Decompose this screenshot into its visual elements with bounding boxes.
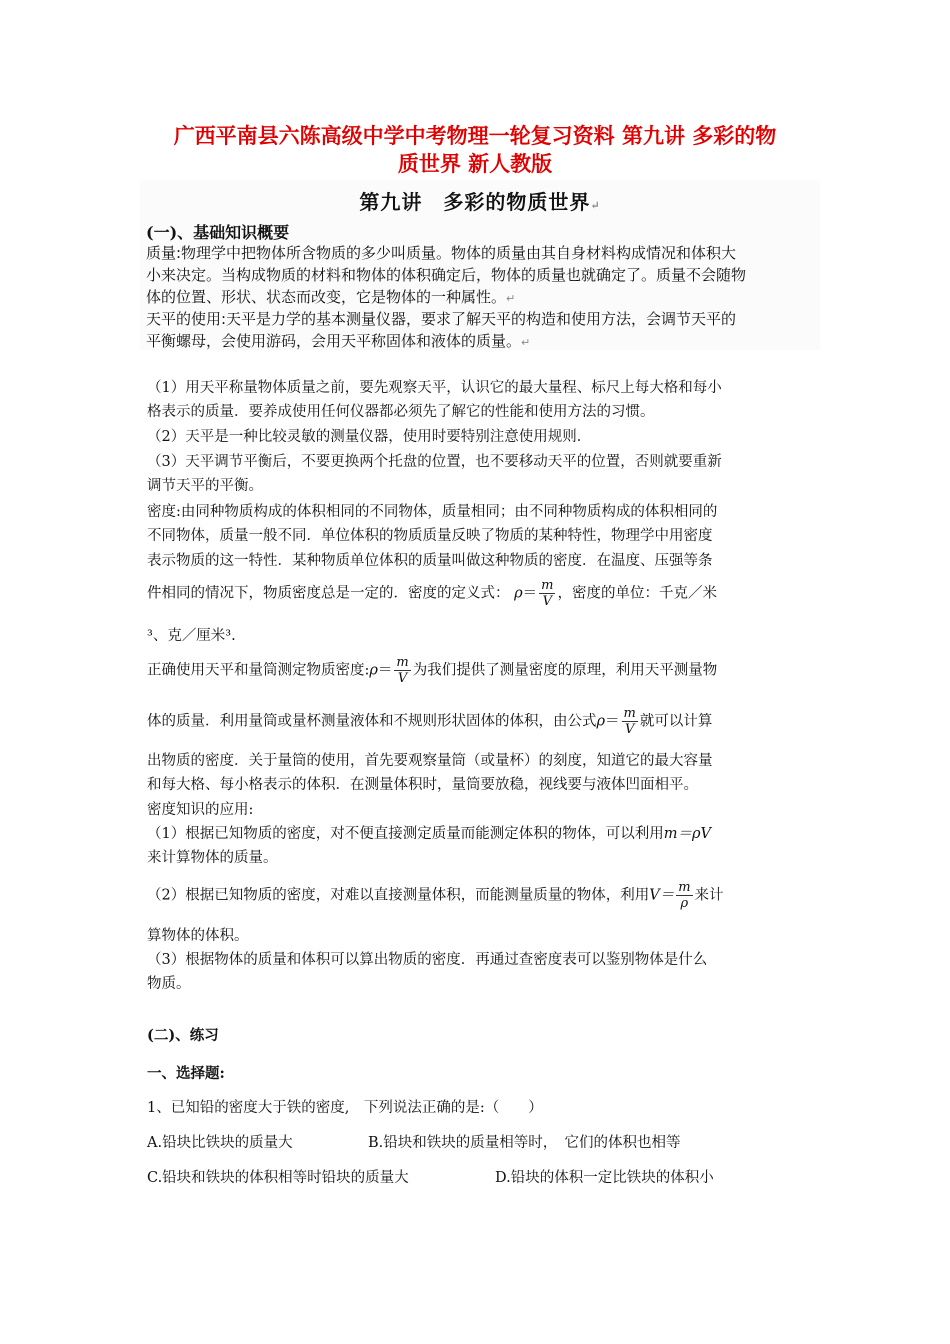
note-2: （2）天平是一种比较灵敏的测量仪器，使用时要特别注意使用规则．: [147, 429, 592, 445]
application-1-line1: （1）根据已知物质的密度，对不便直接测定质量而能测定体积的物体，可以利用m＝ρV: [147, 826, 711, 842]
option-b: B.铅块和铁块的质量相等时， 它们的体积也相等: [368, 1135, 681, 1151]
application-1-line2: 来计算物体的质量。: [147, 850, 278, 866]
document-title-line2: 质世界 新人教版: [397, 151, 553, 176]
application-3-line1: （3）根据物体的质量和体积可以算出物质的密度．再通过查密度表可以鉴别物体是什么: [147, 952, 708, 968]
density-fraction: $\frac{m}{V}$: [541, 578, 554, 609]
exercise-subhead: 一、选择题:: [147, 1065, 225, 1082]
application-3-line2: 物质。: [147, 976, 191, 992]
density-line1: 密度:由同种物质构成的体积相同的不同物体，质量相同；由不同种物质构成的体积相同的: [147, 504, 718, 520]
mass-formula: m＝ρV: [663, 826, 711, 842]
section-head-basics: (一)、基础知识概要: [146, 223, 290, 242]
mass-paragraph: 质量:物理学中把物体所含物质的多少叫质量。物体的质量由其自身材料构成情况和体积大 小来决定。当构成物质的材料和物体的体积确定后，物体的质量也就确定了。质量不会随物 体的位置、形状、状态而改变，它是物体的一种属性。↵: [146, 244, 747, 306]
question-1: 1、已知铅的密度大于铁的密度, 下列说法正确的是:（ ）: [147, 1100, 543, 1116]
note-3-line1: （3）天平调节平衡后，不要更换两个托盘的位置，也不要移动天平的位置，否则就要重新: [147, 454, 722, 470]
balance-paragraph: 天平的使用:天平是力学的基本测量仪器，要求了解天平的构造和使用方法，会调节天平的 平衡螺母，会使用游码，会用天平称固体和液体的质量。↵: [146, 310, 737, 350]
exercise-head: (二)、练习: [147, 1027, 219, 1044]
option-c: C.铅块和铁块的体积相等时铅块的质量大: [147, 1170, 409, 1186]
document-title-line1: 广西平南县六陈高级中学中考物理一轮复习资料 第九讲 多彩的物: [173, 123, 777, 148]
measure-fraction-1: $\frac{m}{V}$: [396, 655, 409, 686]
scanned-summary-image: [140, 180, 820, 350]
measure-fraction-2: $\frac{m}{V}$: [623, 706, 636, 737]
measure-line4: 和每大格、每小格表示的体积．在测量体积时，量筒要放稳，视线要与液体凹面相平。: [147, 777, 698, 793]
lecture-title: 第九讲 多彩的物质世界↵: [359, 190, 601, 214]
measure-line1: 正确使用天平和量筒测定物质密度:ρ＝ $\frac{m}{V}$ 为我们提供了测量密度的原理，利用天平测量物: [147, 655, 718, 686]
option-a: A.铅块比铁块的质量大: [147, 1135, 293, 1151]
application-head: 密度知识的应用:: [147, 802, 254, 818]
application-2-line1: （2）根据已知物质的密度，对难以直接测量体积，而能测量质量的物体，利用V＝ $\frac{m}{\rho}$ 来计: [147, 880, 724, 911]
volume-fraction: $\frac{m}{\rho}$: [678, 880, 691, 911]
option-d: D.铅块的体积一定比铁块的体积小: [495, 1170, 714, 1186]
note-3-line2: 调节天平的平衡。: [147, 478, 263, 494]
density-line2: 不同物体，质量一般不同．单位体积的物质质量反映了物质的某种特性，物理学中用密度: [147, 528, 713, 544]
measure-line2: 体的质量．利用量筒或量杯测量液体和不规则形状固体的体积，由公式ρ＝ $\frac{m}{V}$ 就可以计算: [147, 706, 713, 737]
density-line5: ³、克／厘米³.: [147, 628, 236, 644]
density-line4: 件相同的情况下，物质密度总是一定的．密度的定义式： ρ＝ $\frac{m}{V}$ ，密度的单位：千克／米: [147, 578, 717, 609]
note-1-line2: 格表示的质量．要养成使用任何仪器都必须先了解它的性能和使用方法的习惯。: [147, 404, 655, 420]
density-line3: 表示物质的这一特性．某种物质单位体积的质量叫做这种物质的密度．在温度、压强等条: [147, 553, 713, 569]
measure-line3: 出物质的密度．关于量筒的使用，首先要观察量筒（或量杯）的刻度，知道它的最大容量: [147, 753, 713, 769]
density-formula-rho: ρ: [514, 585, 523, 602]
document-title: [120, 122, 830, 178]
application-2-line2: 算物体的体积。: [147, 928, 249, 944]
note-1-line1: （1）用天平称量物体质量之前，要先观察天平，认识它的最大量程、标尺上每大格和每小: [147, 380, 722, 396]
